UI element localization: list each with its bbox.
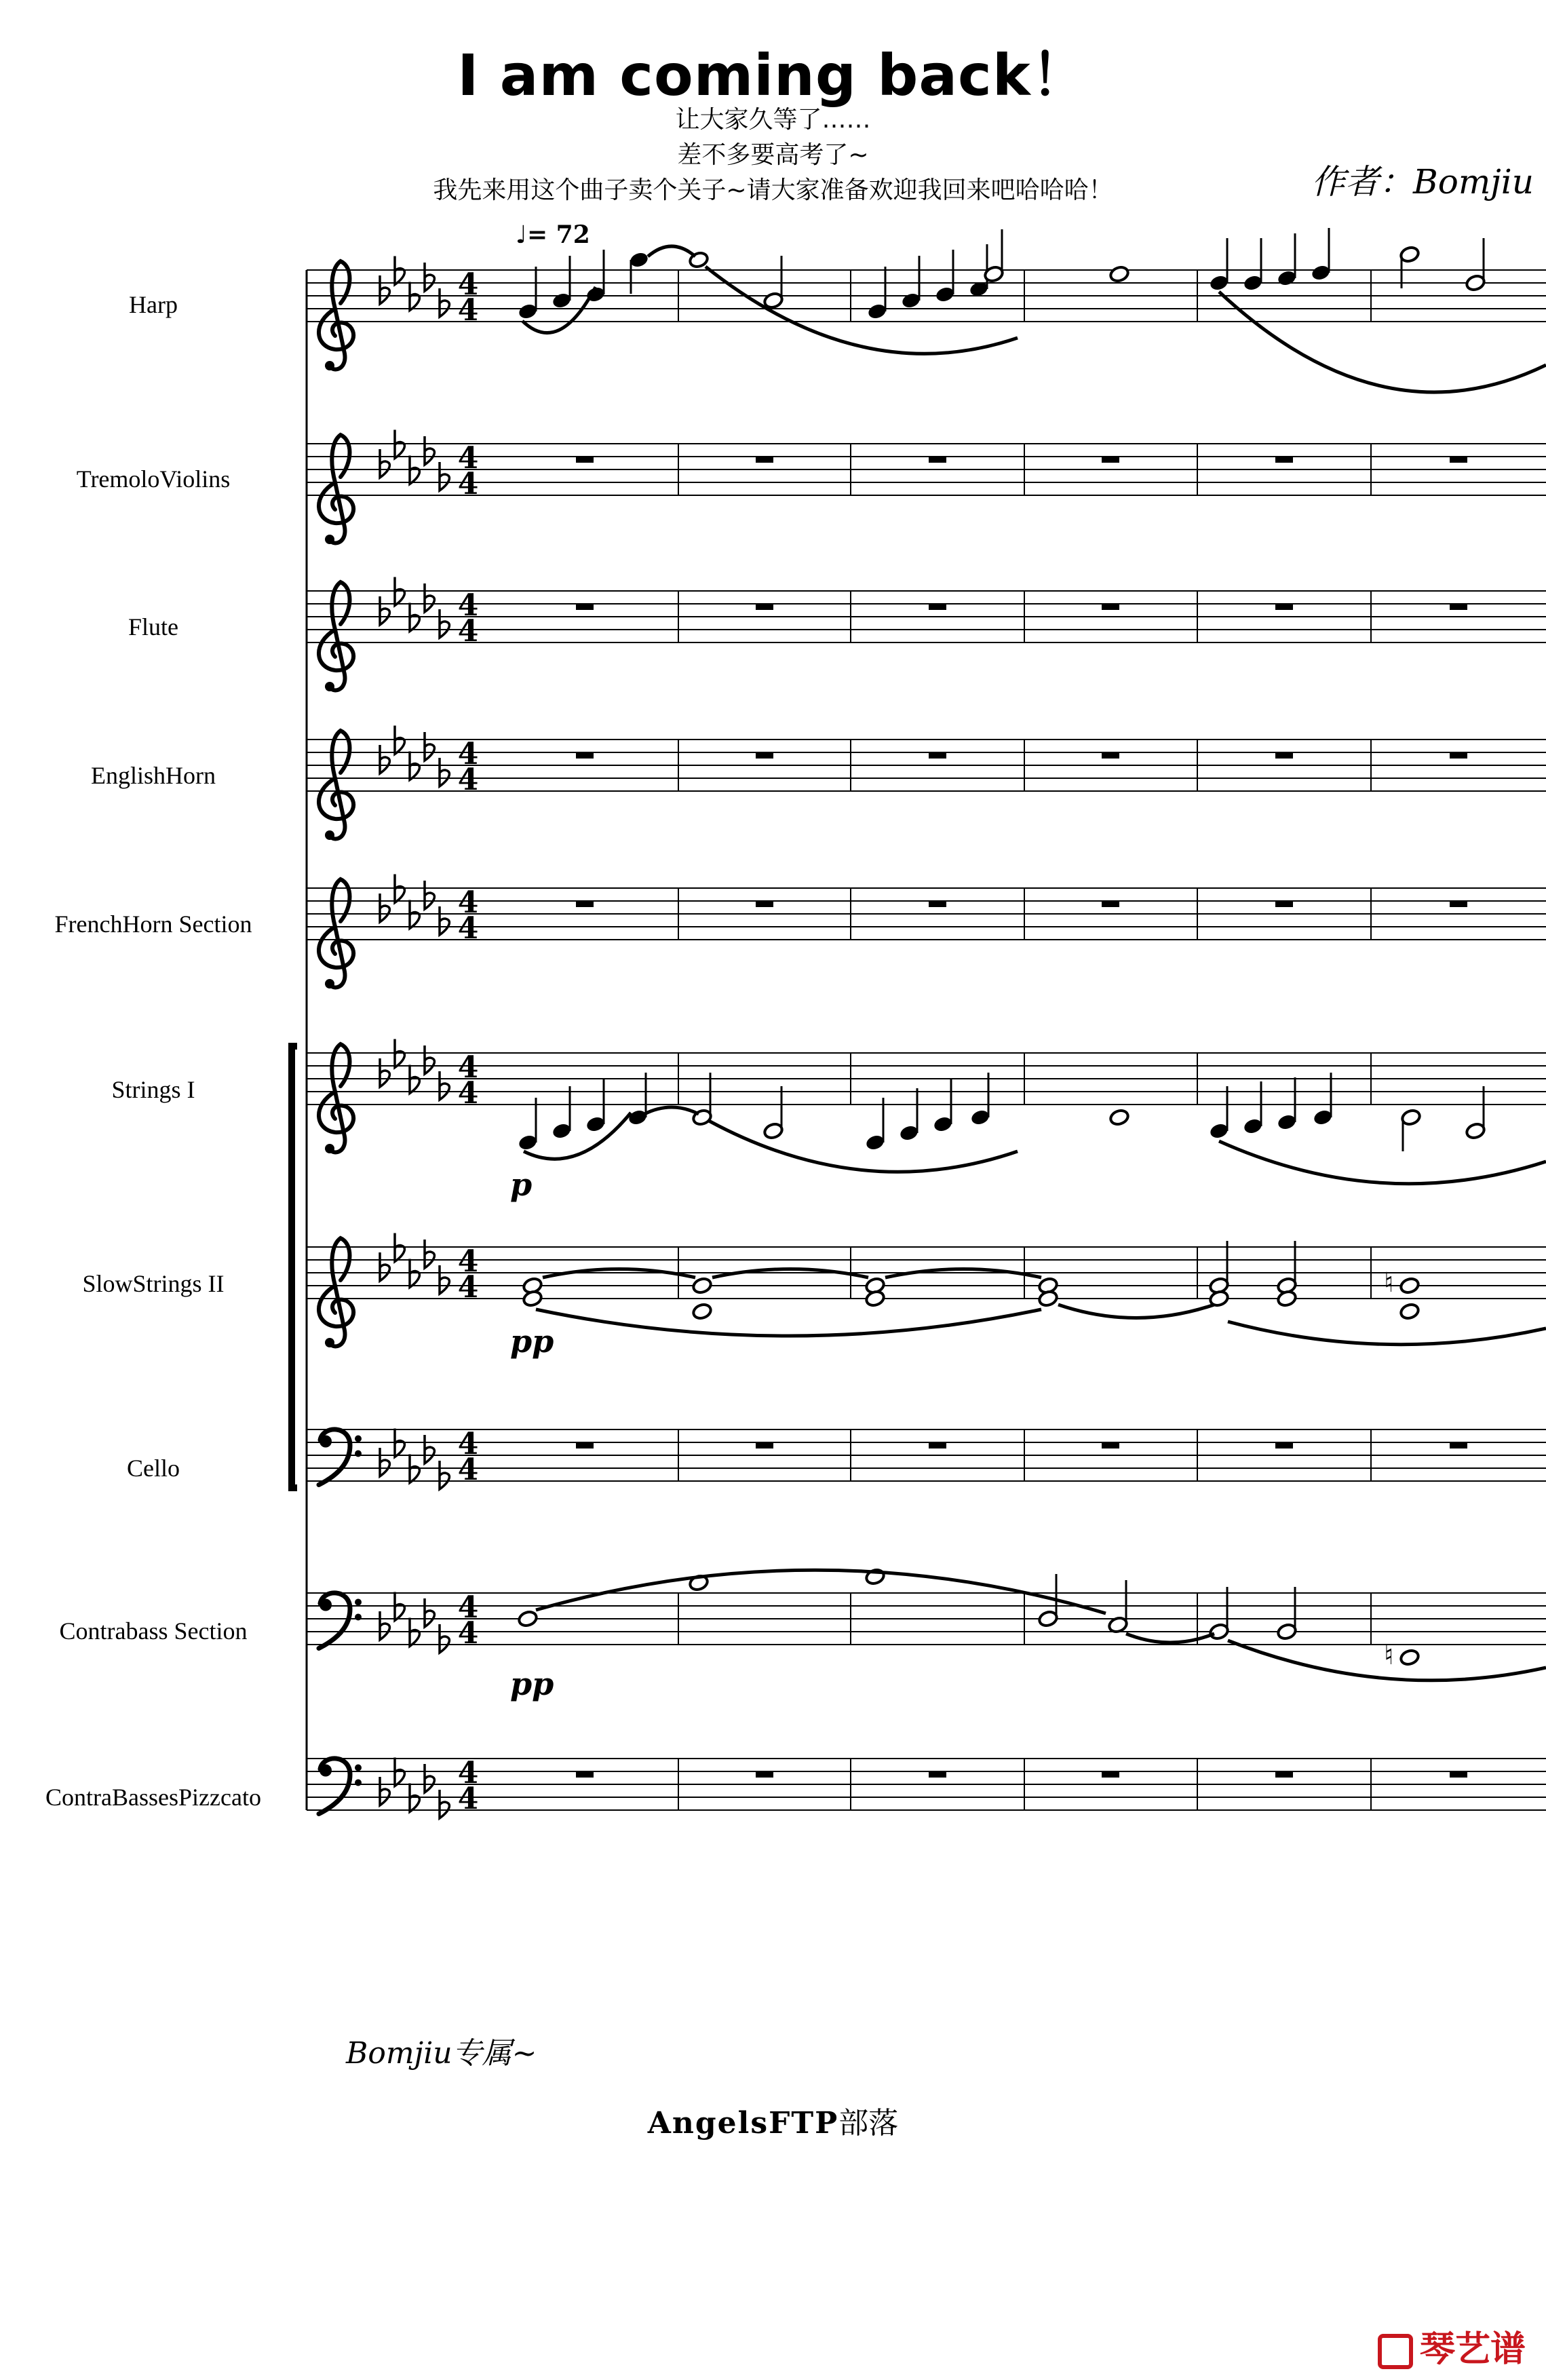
whole-rest xyxy=(929,752,946,759)
time-signature-bottom: 4 xyxy=(457,467,479,501)
time-signature-top: 4 xyxy=(457,1590,479,1625)
time-signature-bottom: 4 xyxy=(457,1616,479,1651)
whole-rest xyxy=(756,901,773,907)
whole-rest xyxy=(576,752,594,759)
flat-icon xyxy=(440,906,449,935)
treble-clef-icon xyxy=(319,435,353,544)
slur xyxy=(709,1121,1018,1172)
flat-icon xyxy=(440,609,449,638)
whole-rest xyxy=(929,1442,946,1448)
note-head xyxy=(1038,1290,1059,1308)
whole-rest xyxy=(1275,604,1293,610)
time-signature-bottom: 4 xyxy=(457,293,479,328)
logo-icon xyxy=(1378,2334,1413,2369)
slur xyxy=(524,1113,631,1159)
time-signature-bottom: 4 xyxy=(457,1076,479,1111)
natural-icon: ♮ xyxy=(1384,1267,1394,1299)
whole-rest xyxy=(576,1771,594,1778)
note-head xyxy=(865,1290,886,1308)
footer-tribe-name: AngelsFTP xyxy=(647,2106,839,2141)
tie xyxy=(536,1570,1106,1613)
time-signature-top: 4 xyxy=(457,1756,479,1790)
footer-tribe xyxy=(0,2098,1546,2142)
whole-rest xyxy=(756,457,773,463)
strings-bracket xyxy=(292,1046,297,1488)
slur xyxy=(706,267,1018,353)
tie xyxy=(644,1107,699,1114)
flat-icon xyxy=(425,1764,434,1792)
slur xyxy=(1219,292,1546,392)
dynamic-pp-bass: pp xyxy=(510,1666,554,1702)
natural-icon: ♮ xyxy=(1384,1640,1394,1671)
time-signature-top: 4 xyxy=(457,885,479,920)
whole-rest xyxy=(1450,457,1467,463)
footer-tribe-suffix: 部落 xyxy=(838,2106,899,2141)
flat-icon xyxy=(440,758,449,786)
note-head xyxy=(522,1290,543,1308)
whole-rest xyxy=(1450,1771,1467,1778)
whole-rest xyxy=(1275,457,1293,463)
flat-icon xyxy=(440,1624,449,1653)
whole-rest xyxy=(1275,901,1293,907)
time-signature-bottom: 4 xyxy=(457,614,479,649)
instrument-label-contrabass-pizzicato: ContraBassesPizzcato xyxy=(45,1784,261,1811)
tempo-marking: ♩= 72 xyxy=(516,220,590,249)
note-head xyxy=(1277,1290,1298,1308)
note-head xyxy=(692,1277,713,1295)
whole-rest xyxy=(1102,604,1119,610)
note-head xyxy=(1399,1649,1421,1667)
whole-rest xyxy=(1450,901,1467,907)
flat-icon xyxy=(440,1265,449,1294)
subtitle-line-3: 我先来用这个曲子卖个关子~请大家准备欢迎我回来吧哈哈哈！ xyxy=(433,176,1113,204)
flat-icon xyxy=(425,263,434,291)
flat-icon xyxy=(440,1461,449,1489)
instrument-label-english-horn: EnglishHorn xyxy=(91,762,216,789)
flat-icon xyxy=(425,1435,434,1463)
whole-rest xyxy=(1102,901,1119,907)
flat-icon xyxy=(380,1058,389,1087)
dynamic-pp-strings: pp xyxy=(510,1323,554,1360)
subtitle-line-1: 让大家久等了…… xyxy=(675,106,871,134)
flat-icon xyxy=(380,1611,389,1640)
slur xyxy=(1219,1141,1546,1184)
score-title: I am coming back！ xyxy=(457,42,1089,109)
flat-icon xyxy=(425,732,434,761)
time-signature-bottom: 4 xyxy=(457,1782,479,1816)
instrument-label-slow-strings-2: SlowStrings II xyxy=(82,1270,225,1297)
whole-rest xyxy=(929,1771,946,1778)
flat-icon xyxy=(425,583,434,612)
slur xyxy=(1228,1322,1546,1345)
whole-rest xyxy=(756,1442,773,1448)
watermark-logo xyxy=(1378,2320,1526,2371)
whole-rest xyxy=(576,1442,594,1448)
flat-icon xyxy=(440,288,449,317)
treble-clef-icon xyxy=(319,879,353,989)
tie xyxy=(648,246,695,256)
instrument-label-french-horn: FrenchHorn Section xyxy=(54,910,252,938)
dynamic-p: p xyxy=(510,1166,533,1203)
instrument-label-strings-1: Strings I xyxy=(111,1076,195,1103)
whole-rest xyxy=(1102,1442,1119,1448)
note-head xyxy=(1399,1277,1421,1295)
treble-clef-icon xyxy=(319,731,353,840)
time-signature-top: 4 xyxy=(457,588,479,623)
flat-icon xyxy=(380,1252,389,1281)
whole-rest xyxy=(576,901,594,907)
whole-rest xyxy=(929,457,946,463)
flat-icon xyxy=(425,1045,434,1074)
slur xyxy=(1058,1305,1214,1318)
flat-icon xyxy=(440,1790,449,1818)
composer-credit: 作者：Bomjiu xyxy=(1311,162,1534,201)
flat-icon xyxy=(425,436,434,465)
instrument-label-flute: Flute xyxy=(128,613,178,640)
bass-clef-icon xyxy=(319,1593,362,1649)
note-head xyxy=(518,1610,539,1628)
instrument-label-cello: Cello xyxy=(127,1455,180,1482)
time-signature-top: 4 xyxy=(457,441,479,476)
instrument-label-harp: Harp xyxy=(129,291,178,318)
flat-icon xyxy=(425,881,434,909)
whole-rest xyxy=(929,901,946,907)
treble-clef-icon xyxy=(319,1238,353,1347)
whole-rest xyxy=(576,604,594,610)
whole-rest xyxy=(1102,457,1119,463)
whole-rest xyxy=(1102,752,1119,759)
whole-rest xyxy=(756,752,773,759)
footer-signature: Bomjiu专属~ xyxy=(346,2036,537,2071)
whole-rest xyxy=(1450,752,1467,759)
note-head xyxy=(1109,265,1130,284)
instrument-label-tremolo-violins: TremoloViolins xyxy=(76,465,231,493)
flat-icon xyxy=(380,275,389,304)
bass-clef-icon xyxy=(319,1429,362,1485)
whole-rest xyxy=(1450,1442,1467,1448)
whole-rest xyxy=(1450,604,1467,610)
whole-rest xyxy=(929,604,946,610)
note-head xyxy=(1399,1303,1421,1321)
whole-rest xyxy=(756,1771,773,1778)
instrument-label-contrabass: Contrabass Section xyxy=(59,1617,248,1645)
flat-icon xyxy=(380,894,389,922)
slur xyxy=(1126,1634,1214,1643)
time-signature-bottom: 4 xyxy=(457,1453,479,1487)
time-signature-top: 4 xyxy=(457,267,479,302)
time-signature-bottom: 4 xyxy=(457,763,479,797)
flat-icon xyxy=(380,1448,389,1476)
whole-rest xyxy=(576,457,594,463)
treble-clef-icon xyxy=(319,1044,353,1153)
note-head xyxy=(1109,1109,1130,1127)
flat-icon xyxy=(440,462,449,491)
time-signature-top: 4 xyxy=(457,1244,479,1279)
time-signature-bottom: 4 xyxy=(457,1270,479,1305)
flat-icon xyxy=(425,1240,434,1268)
flat-icon xyxy=(380,596,389,625)
flat-icon xyxy=(380,449,389,478)
whole-rest xyxy=(1275,752,1293,759)
watermark-text: 琴艺谱 xyxy=(1419,2329,1526,2370)
flat-icon xyxy=(440,1071,449,1100)
note-head xyxy=(692,1303,713,1321)
flat-icon xyxy=(380,745,389,773)
slur xyxy=(536,1309,1041,1336)
subtitle-line-2: 差不多要高考了~ xyxy=(677,141,869,169)
time-signature-top: 4 xyxy=(457,1427,479,1461)
flat-icon xyxy=(425,1598,434,1627)
time-signature-top: 4 xyxy=(457,1050,479,1085)
treble-clef-icon xyxy=(319,261,353,370)
whole-rest xyxy=(1275,1771,1293,1778)
flat-icon xyxy=(380,1777,389,1805)
time-signature-bottom: 4 xyxy=(457,911,479,946)
whole-rest xyxy=(756,604,773,610)
whole-rest xyxy=(1275,1442,1293,1448)
treble-clef-icon xyxy=(319,582,353,691)
whole-rest xyxy=(1102,1771,1119,1778)
time-signature-top: 4 xyxy=(457,737,479,771)
bass-clef-icon xyxy=(319,1759,362,1814)
